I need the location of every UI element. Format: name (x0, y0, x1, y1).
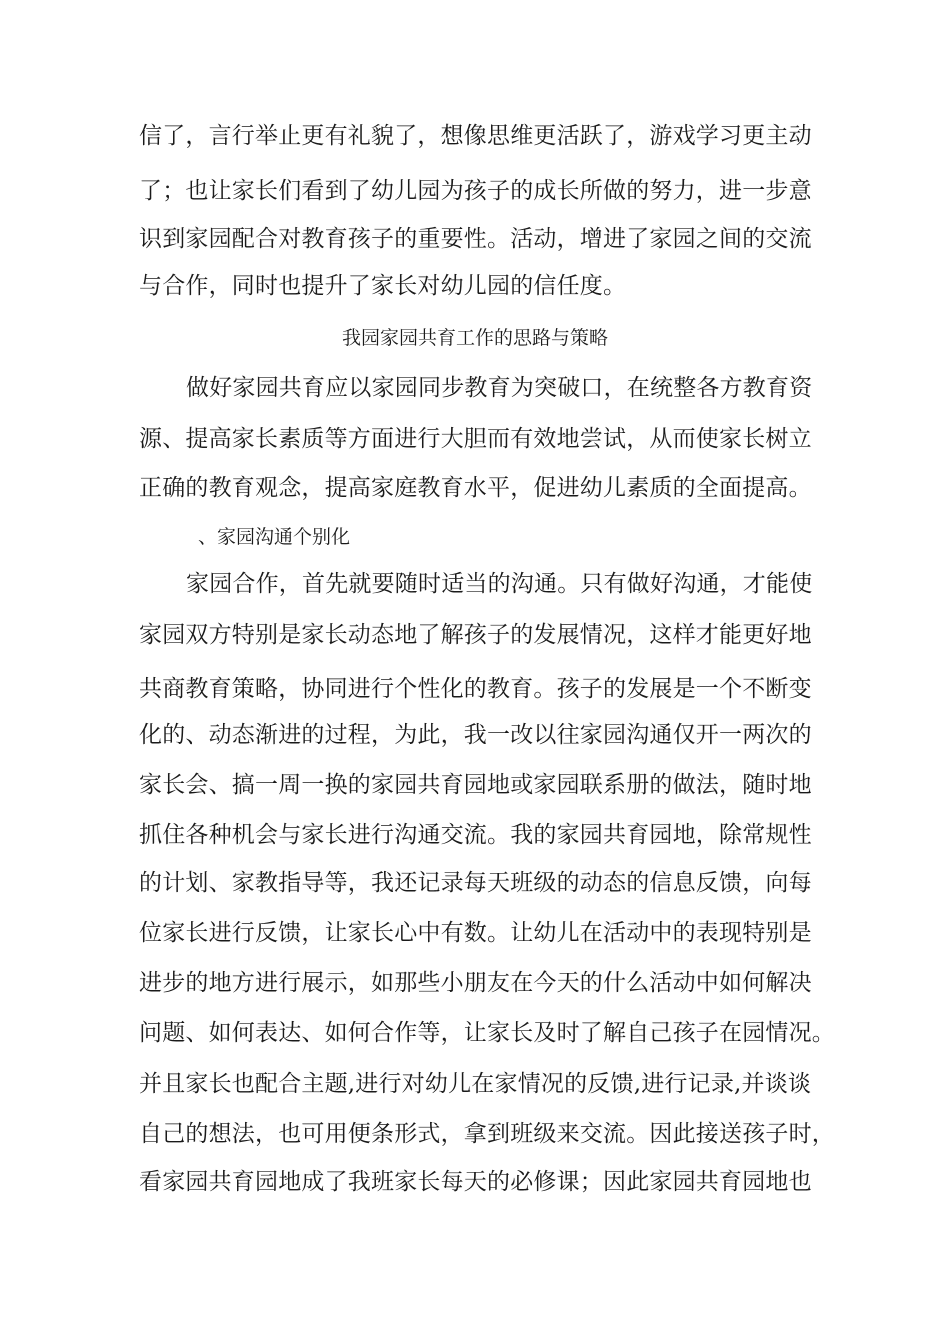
paragraph-line: 做好家园共育应以家园同步教育为突破口，在统整各方教育资 (186, 375, 813, 401)
paragraph-line: 源、提高家长素质等方面进行大胆而有效地尝试，从而使家长树立 (139, 426, 812, 452)
paragraph-line: 正确的教育观念，提高家庭教育水平，促进幼儿素质的全面提高。 (139, 475, 812, 501)
paragraph-line: 家长会、搞一周一换的家园共育园地或家园联系册的做法，随时地 (139, 772, 812, 798)
paragraph-line: 识到家园配合对教育孩子的重要性。活动，增进了家园之间的交流 (139, 226, 812, 252)
paragraph-line: 家园双方特别是家长动态地了解孩子的发展情况，这样才能更好地 (139, 622, 812, 648)
paragraph-line: 看家园共育园地成了我班家长每天的必修课；因此家园共育园地也 (139, 1169, 812, 1195)
paragraph-line: 与合作，同时也提升了家长对幼儿园的信任度。 (139, 273, 627, 299)
paragraph-line: 化的、动态渐进的过程，为此，我一改以往家园沟通仅开一两次的 (139, 722, 812, 748)
subsection-title: 、家园沟通个别化 (198, 526, 351, 548)
paragraph-line: 问题、如何表达、如何合作等，让家长及时了解自己孩子在园情况。 (139, 1020, 835, 1046)
paragraph-line: 并且家长也配合主题,进行对幼儿在家情况的反馈,进行记录,并谈谈 (139, 1071, 812, 1097)
paragraph-line: 共商教育策略，协同进行个性化的教育。孩子的发展是一个不断变 (139, 676, 812, 702)
paragraph-line: 信了，言行举止更有礼貌了，想像思维更活跃了，游戏学习更主动 (139, 123, 812, 149)
paragraph-line: 的计划、家教指导等，我还记录每天班级的动态的信息反馈，向每 (139, 870, 812, 896)
paragraph-line: 家园合作，首先就要随时适当的沟通。只有做好沟通，才能使 (186, 571, 813, 597)
paragraph-line: 了；也让家长们看到了幼儿园为孩子的成长所做的努力，进一步意 (139, 178, 812, 204)
section-title: 我园家园共育工作的思路与策略 (341, 327, 608, 349)
paragraph-line: 进步的地方进行展示，如那些小朋友在今天的什么活动中如何解决 (139, 970, 812, 996)
paragraph-line: 抓住各种机会与家长进行沟通交流。我的家园共育园地，除常规性 (139, 822, 812, 848)
paragraph-line: 自己的想法，也可用便条形式，拿到班级来交流。因此接送孩子时， (139, 1121, 835, 1147)
paragraph-line: 位家长进行反馈，让家长心中有数。让幼儿在活动中的表现特别是 (139, 920, 812, 946)
